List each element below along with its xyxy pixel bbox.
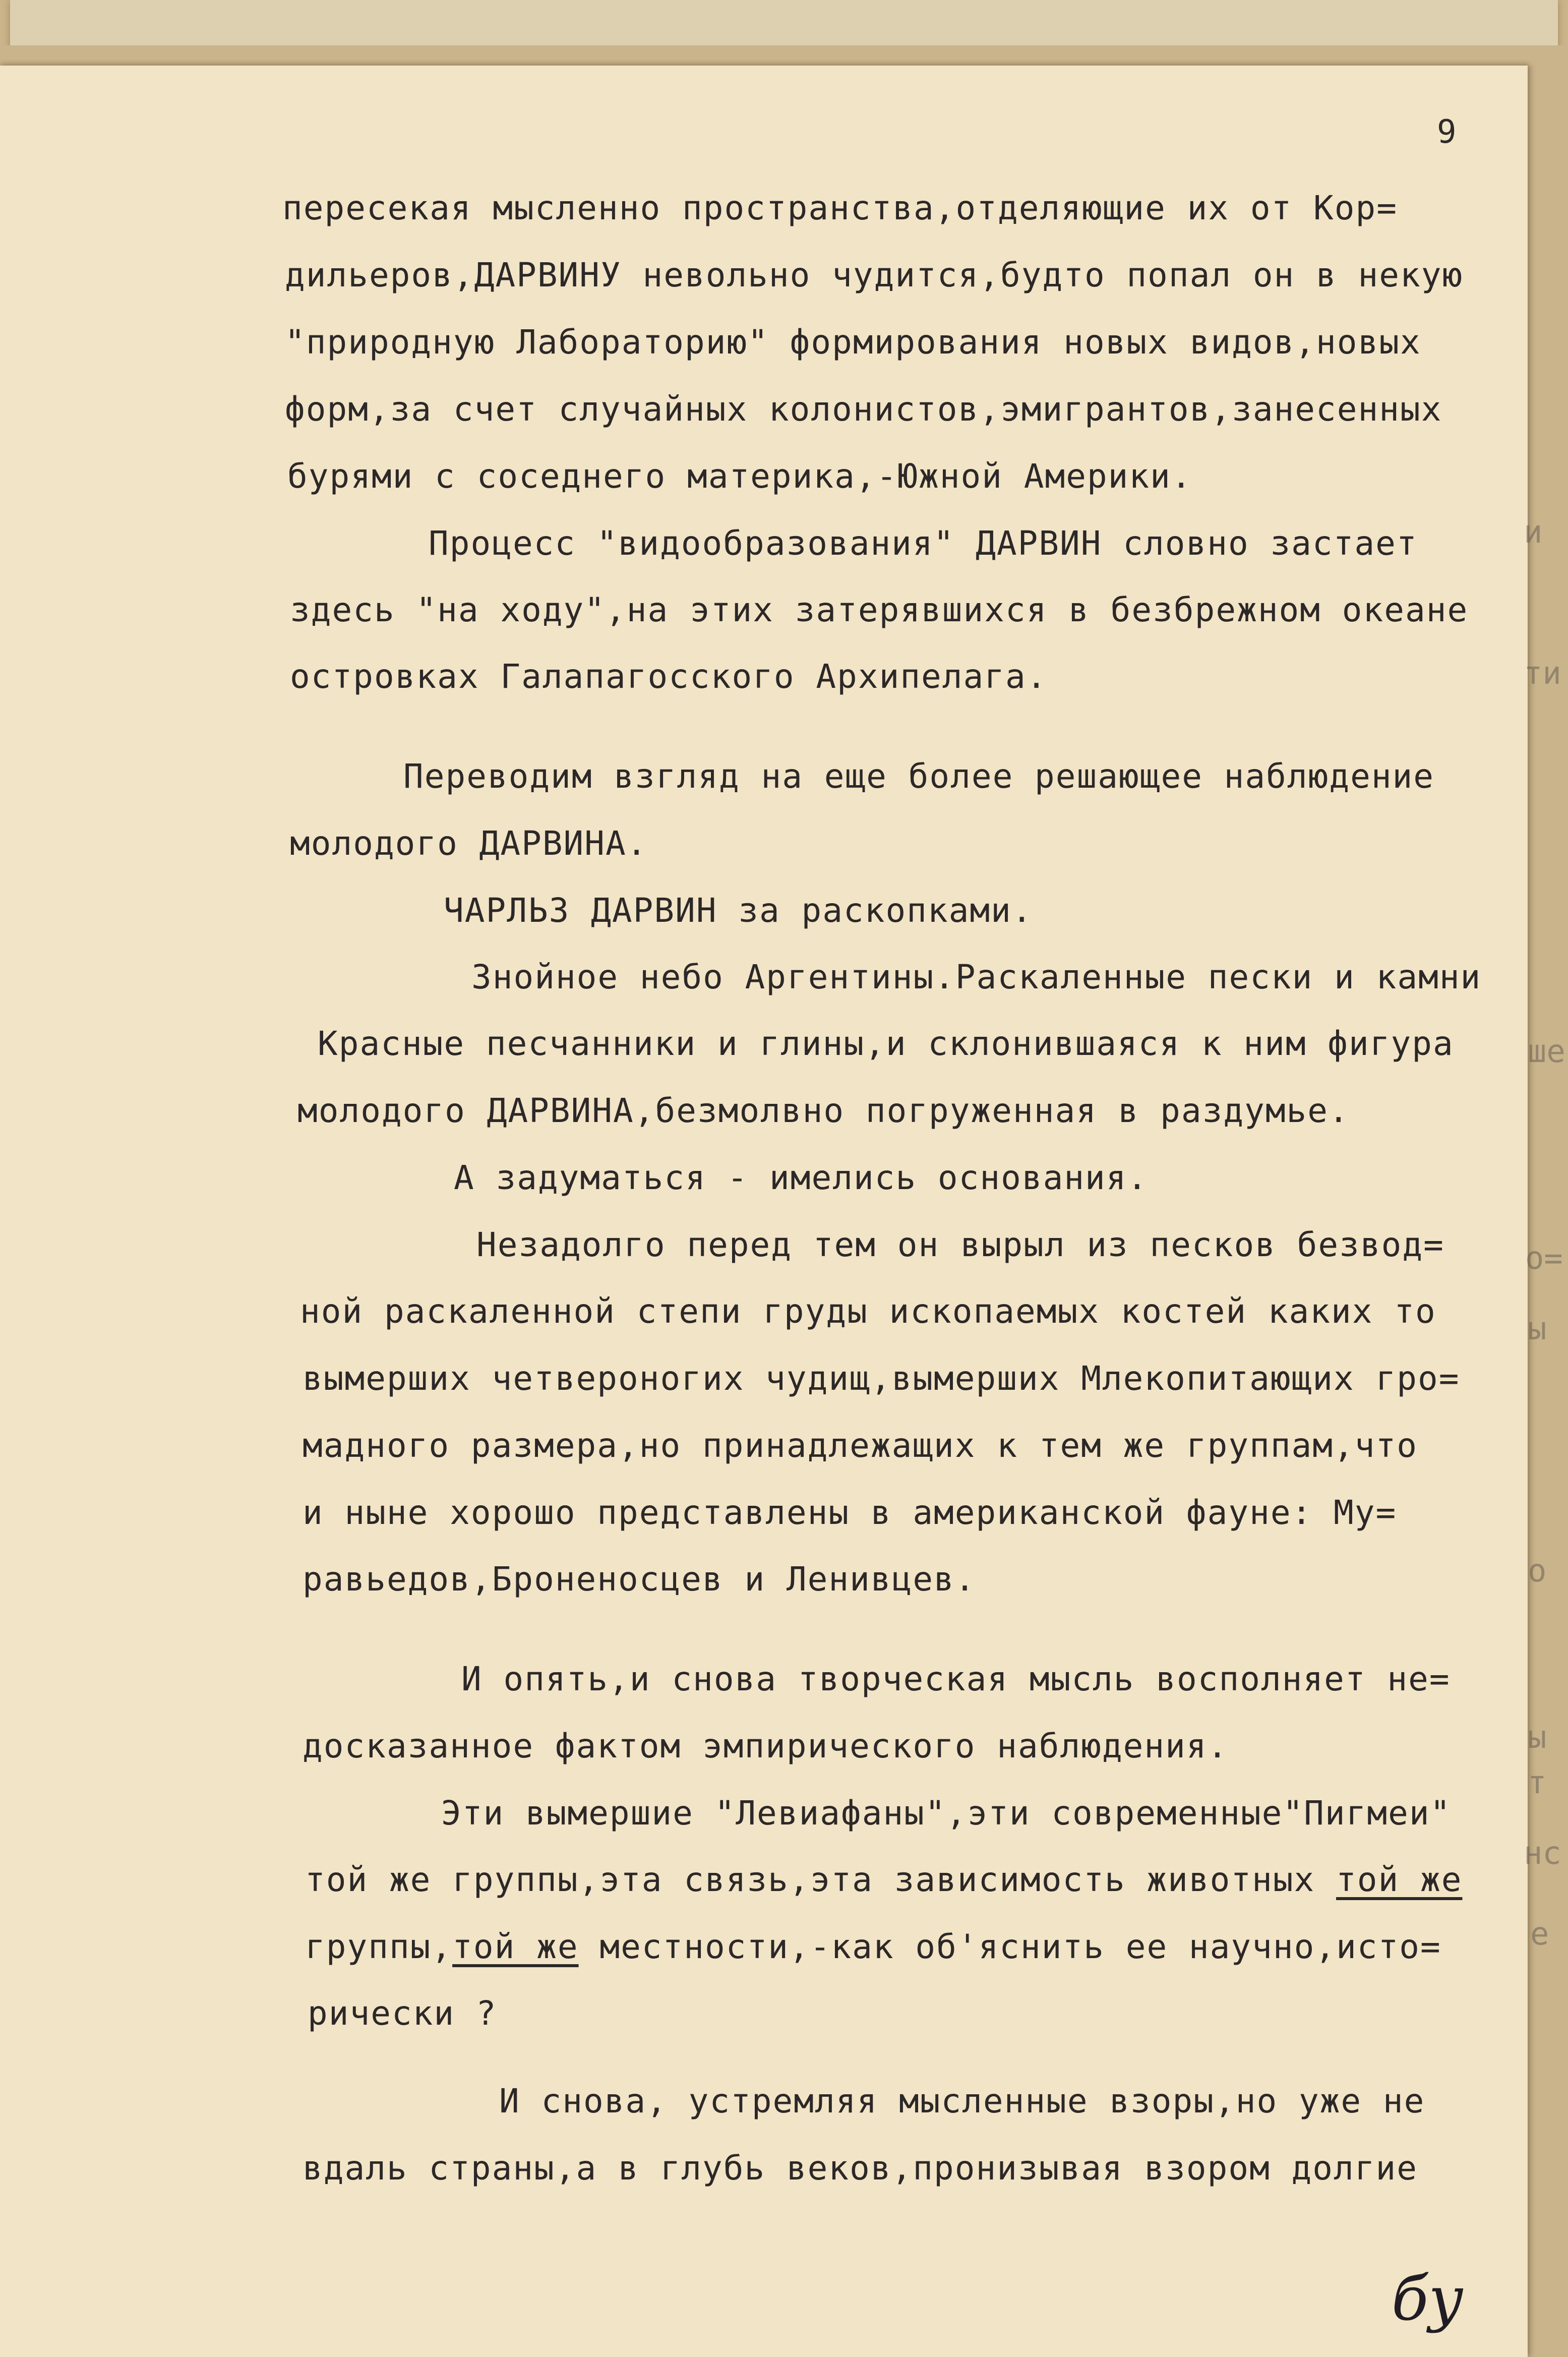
text-line: бурями с соседнего материка,-Южной Америки. [287,457,1192,496]
text-line: ЧАРЛЬЗ ДАРВИН за раскопками. [444,891,1033,930]
text-line: А задуматься - имелись основания. [454,1158,1149,1197]
text-line: вдаль страны,а в глубь веков,пронизывая взором долгие [303,2149,1418,2188]
text-line: пересекая мысленно пространства,отделяющие их от Кор= [282,189,1398,227]
text-segment: местности,-как об'яснить ее научно,исто= [599,1927,1441,1966]
margin-bleed-text: ше [1528,1033,1565,1070]
text-line: Эти вымершие "Левиафаны",эти современные"Пигмеи" [441,1794,1452,1833]
margin-bleed-text: о= [1525,1240,1563,1276]
text-line: дильеров,ДАРВИНУ невольно чудится,будто попал он в некую [285,256,1464,294]
text-line: ной раскаленной степи груды ископаемых костей каких то [300,1292,1436,1331]
text-line [305,1927,1441,1967]
margin-bleed-text: о [1528,1552,1547,1589]
handwritten-signature: бу [1392,2264,1464,2334]
text-line: вымерших четвероногих чудищ,вымерших Млекопитающих гро= [303,1359,1460,1398]
text-line [305,1860,1462,1900]
text-line: И снова, устремляя мысленные взоры,но уже не [499,2082,1425,2120]
margin-bleed-text: и [1524,513,1543,550]
margin-bleed-text: нс [1524,1835,1561,1871]
text-line: Красные песчанники и глины,и склонившаяся к ним фигура [318,1024,1454,1063]
text-line: молодого ДАРВИНА,безмолвно погруженная в раздумье. [297,1091,1350,1130]
margin-bleed-text: ы [1528,1310,1547,1347]
text-line: Незадолго перед тем он вырыл из песков безвод= [476,1225,1444,1264]
text-line: рически ? [308,1994,497,2033]
typewritten-page [0,66,1528,2357]
text-line: досказанное фактом эмпирического наблюдения. [303,1727,1229,1765]
text-segment: той же группы,эта связь,эта зависимость животных [305,1860,1337,1899]
text-line: Процесс "видообразования" ДАРВИН словно застает [429,524,1418,563]
page-number: 9 [1437,113,1457,151]
text-line: Переводим взгляд на еще более решающее наблюдение [403,757,1435,796]
margin-bleed-text: ти [1524,655,1561,691]
text-segment: группы, [305,1927,453,1966]
margin-bleed-text: е [1530,1915,1549,1952]
text-line: здесь "на ходу",на этих затерявшихся в безбрежном океане [290,591,1469,629]
underlined-text: той же [452,1927,579,1966]
text-line: молодого ДАРВИНА. [290,824,648,863]
text-line: мадного размера,но принадлежащих к тем же группам,что [303,1426,1418,1465]
text-line: И опять,и снова творческая мысль восполняет не= [461,1660,1451,1698]
text-line: островках Галапагосского Архипелага. [290,657,1048,696]
text-line: и ныне хорошо представлены в американской фауне: Му= [303,1493,1397,1532]
text-line: форм,за счет случайных колонистов,эмигрантов,занесенных [285,390,1442,429]
underlined-text: той же [1336,1860,1463,1899]
text-line: Знойное небо Аргентины.Раскаленные пески и камни [471,958,1482,996]
text-line: "природную Лабораторию" формирования новых видов,новых [285,323,1421,362]
margin-bleed-text: ы [1528,1719,1547,1755]
margin-bleed-text: т [1528,1764,1547,1801]
text-line: равьедов,Броненосцев и Ленивцев. [303,1560,976,1599]
